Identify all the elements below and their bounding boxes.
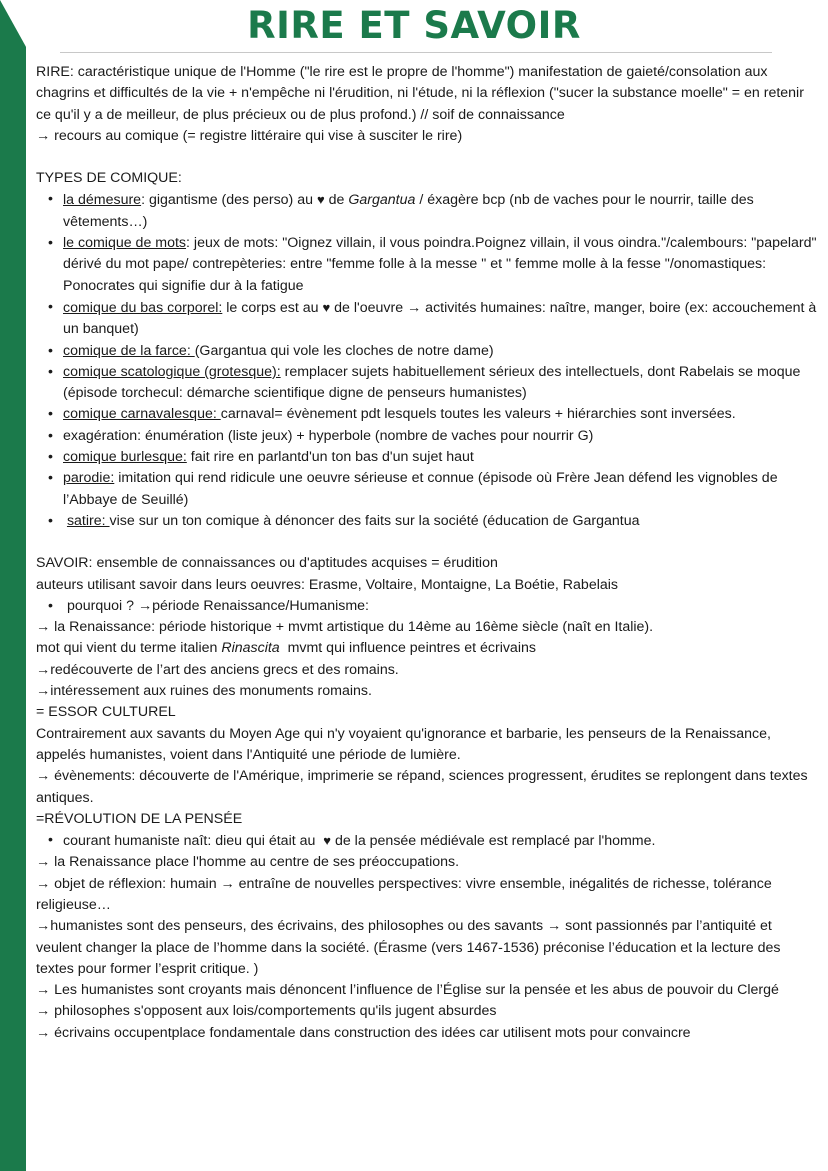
heart-icon: ♥ <box>316 192 325 208</box>
rire-intro: RIRE: caractéristique unique de l'Homme ("le rire est le propre de l'homme") manifestation de gaieté/consolation aux chagrins et difficultés de la vie + n'empêche ni l'érudition, ni l'étude, ni la réflexion ("sucer la substance moelle" = en retenir ce qu'il y a de meilleur, de plus précieux ou de plus profond.) // soif de connaissance <box>36 64 804 123</box>
essor-heading: = ESSOR CULTUREL <box>36 704 176 721</box>
pourquoi-list <box>36 596 820 617</box>
list-item: • le comique de mots: jeux de mots: "Oignez villain, il vous poindra.Poignez villain, il vous oindra."/calembours: "papelard" dérivé du mot pape/ contrepèteries: entre "femme folle à la messe " et " femme molle à la fesse "/onomastiques: Ponocrates qui signifie dur à la fatigue <box>36 233 820 297</box>
list-item: • exagération: énumération (liste jeux) + hyperbole (nombre de vaches pour nourrir G) <box>36 426 820 447</box>
list-item: • comique burlesque: fait rire en parlantd'un ton bas d'un sujet haut <box>36 447 820 468</box>
list-item: • comique du bas corporel: le corps est au ♥ de l'oeuvre → activités humaines: naître, manger, boire (ex: accouchement à un banquet) <box>36 297 820 341</box>
spacer <box>36 532 820 553</box>
list-item: • comique carnavalesque: carnaval= évènement pdt lesquels toutes les valeurs + hiérarchies sont inversées. <box>36 404 820 425</box>
page-title: RIRE ET SAVOIR <box>247 4 581 47</box>
left-accent-bar <box>0 0 26 1171</box>
savoir-humanistes: →humanistes sont des penseurs, des écrivains, des philosophes ou des savants → sont passionnés par l’antiquité et veulent changer la place de l’homme dans la société. (Érasme (vers 1467-1536) préconise l’éducation et la lecture des textes pour former l’esprit critique. ) <box>36 918 781 977</box>
savoir-auteurs: auteurs utilisant savoir dans leurs oeuvres: Erasme, Voltaire, Montaigne, La Boétie, Rabelais <box>36 576 618 593</box>
heart-icon: ♥ <box>323 833 331 849</box>
revolution-heading: =RÉVOLUTION DE LA PENSÉE <box>36 810 243 827</box>
savoir-evenements: → évènements: découverte de l'Amérique, imprimerie se répand, sciences progressent, érudites se replongent dans textes antiques. <box>36 768 808 806</box>
courant-list <box>36 830 820 852</box>
savoir-renaissance: → la Renaissance: période historique + mvmt artistique du 14ème au 16ème siècle (naît en Italie). <box>36 619 654 636</box>
savoir-croyants: → Les humanistes sont croyants mais dénoncent l’influence de l’Église sur la pensée et les abus de pouvoir du Clergé <box>36 982 779 999</box>
list-item: • parodie: imitation qui rend ridicule une oeuvre sérieuse et connue (épisode où Frère Jean défend les vignobles de l’Abbaye de Seuillé) <box>36 468 820 511</box>
list-item: • satire: vise sur un ton comique à dénoncer des faits sur la société (éducation de Gargantua <box>36 511 820 532</box>
list-item: • comique scatologique (grotesque): remplacer sujets habituellement sérieux des intellectuels, dont Rabelais se moque (épisode torchecul: démarche scientifique digne de penseurs humanistes) <box>36 362 820 405</box>
spacer <box>36 147 820 168</box>
savoir-mot: mot qui vient du terme italien Rinascita mvmt qui influence peintres et écrivains <box>36 640 536 657</box>
list-item: • la démesure: gigantisme (des perso) au ♥ de Gargantua / éxagère bcp (nb de vaches pour le nourrir, taille des vêtements…) <box>36 189 820 233</box>
savoir-philosophes: → philosophes s'opposent aux lois/comportements qu'ils jugent absurdes <box>36 1003 497 1020</box>
savoir-ecrivains: → écrivains occupentplace fondamentale dans construction des idées car utilisent mots pour convaincre <box>36 1024 691 1041</box>
types-heading: TYPES DE COMIQUE: <box>36 170 182 187</box>
savoir-redecouverte: →redécouverte de l’art des anciens grecs et des romains. <box>36 661 399 678</box>
savoir-definition: SAVOIR: ensemble de connaissances ou d'aptitudes acquises = érudition <box>36 555 498 572</box>
list-item: • comique de la farce: (Gargantua qui vole les cloches de notre dame) <box>36 341 820 362</box>
savoir-ruines: →intéressement aux ruines des monuments romains. <box>36 683 372 700</box>
savoir-contrairement: Contrairement aux savants du Moyen Age qui n'y voyaient qu'ignorance et barbarie, les penseurs de la Renaissance, appelés humanistes, voient dans l'Antiquité une période de lumière. <box>36 725 771 763</box>
savoir-centre: → la Renaissance place l'homme au centre de ses préoccupations. <box>36 854 460 871</box>
document-body <box>36 62 820 1044</box>
savoir-objet: → objet de réflexion: humain → entraîne de nouvelles perspectives: vivre ensemble, inégalités de richesse, tolérance religieuse… <box>36 875 772 913</box>
list-item: • courant humaniste naît: dieu qui était au ♥ de la pensée médiévale est remplacé par l'homme. <box>36 830 820 852</box>
heart-icon: ♥ <box>322 299 331 315</box>
title-divider <box>60 52 772 53</box>
rire-recours: → recours au comique (= registre littéraire qui vise à susciter le rire) <box>36 127 463 144</box>
types-list <box>36 189 820 532</box>
list-item: • pourquoi ? →période Renaissance/Humanisme: <box>36 596 820 617</box>
